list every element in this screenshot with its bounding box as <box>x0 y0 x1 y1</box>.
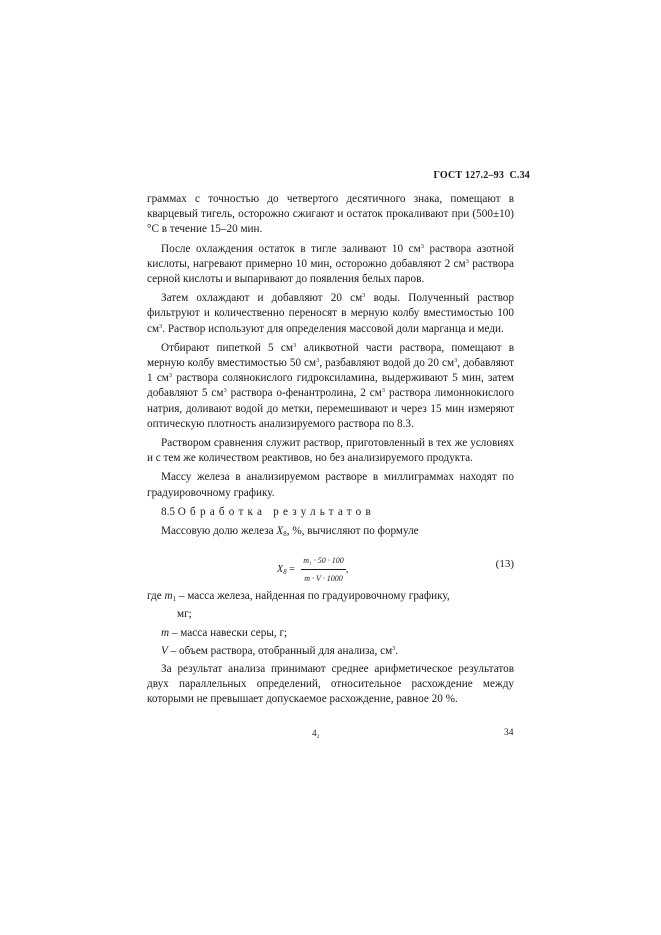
paragraph-7: Массовую долю железа $X_8$, %, вычисляют по формуле <box>161 525 419 539</box>
formula-numerator: m₁ · 50 · 100 <box>301 553 346 570</box>
page-number: 34 <box>504 728 514 738</box>
equation-number: (13) <box>495 558 514 571</box>
paragraph-5: Раствором сравнения служит раствор, приготовленный в тех же условиях и с тем же количеством реактивов, но без анализируемого продукта. <box>147 437 514 465</box>
definition-m1: где $m_1$ – масса железа, найденная по градуировочному графику, <box>147 590 450 604</box>
formula-equals: = <box>286 564 298 576</box>
formula-trail: , <box>345 564 349 576</box>
formula-lhs: $X_8$ <box>277 564 287 577</box>
formula-row <box>147 547 514 585</box>
formula-fraction <box>301 553 346 586</box>
section-heading <box>147 505 514 520</box>
variable-definitions <box>147 589 514 659</box>
paragraph-conclusion: За результат анализа принимают среднее арифметическое результатов двух параллельных определений, относительное расхождение между которыми не превышает допускаемое расхождение, равное 20 %. <box>147 663 514 706</box>
section-number: 8.5 <box>161 505 175 518</box>
paragraph-3: Затем охлаждают и добавляют 20 $см^3$ воды. Полученный раствор фильтруют и количественно переносят в мерную колбу вместимостью 100 $см^3$. Раствор используют для определения массовой доли марганца и меди. <box>147 292 514 335</box>
document-body <box>147 192 514 712</box>
definition-m1-unit: мг; <box>177 608 192 621</box>
footer-print-mark: 4₂ <box>312 728 320 738</box>
formula-denominator: m · V · 1000 <box>304 574 343 584</box>
definition-m: m – масса навески серы, г; <box>161 626 288 639</box>
page-reference: С.34 <box>509 170 530 181</box>
standard-code: ГОСТ 127.2–93 <box>433 170 505 181</box>
paragraph-1: граммах с точностью до четвертого десятичного знака, помещают в кварцевый тигель, осторожно сжигают и остаток прокаливают при (500±10) °С в течение 15–20 мин. <box>147 193 514 236</box>
paragraph-4: Отбирают пипеткой 5 $см^3$ аликвотной части раствора, помещают в мерную колбу вместимостью 50 $см^3$, разбавляют водой до 20 $см^3$, добавляют 1 $см^3$ раствора солянокислого гидроксиламина, выдерживают 5 мин, затем добавляют 5 $см^3$ раствора о-фенантролина, 2 $см^3$ раствора лимоннокислого натрия, доливают водой до метки, перемешивают и через 15 мин измеряют оптическую плотность анализируемого раствора по 8.3. <box>147 341 515 430</box>
formula <box>277 553 348 586</box>
section-title: Обработка результатов <box>177 505 375 518</box>
paragraph-6: Массу железа в анализируемом растворе в миллиграммах находят по градуировочному графику. <box>147 471 514 499</box>
definition-v: V – объем раствора, отобранный для анализа, $см^3$. <box>161 644 399 657</box>
paragraph-2: После охлаждения остаток в тигле заливают 10 $см^3$ раствора азотной кислоты, нагревают примерно 10 мин, осторожно добавляют 2 $см^3$ раствора серной кислоты и выпаривают до появления белых паров. <box>147 242 514 286</box>
page-header <box>434 170 530 181</box>
